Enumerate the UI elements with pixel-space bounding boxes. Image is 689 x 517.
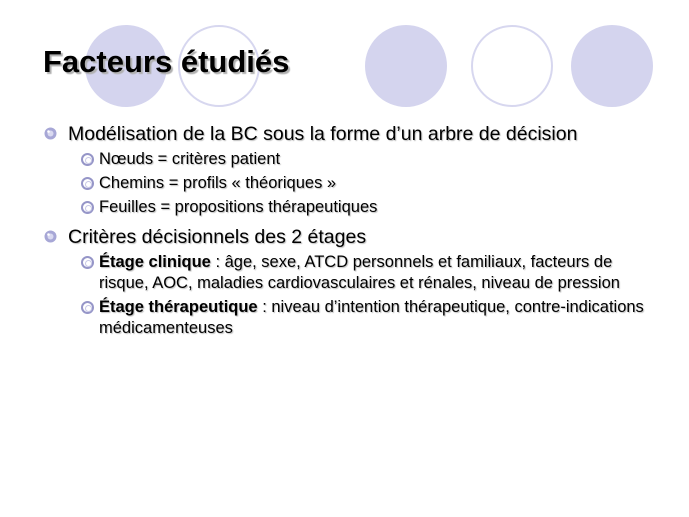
decorative-circle-5 — [571, 25, 653, 107]
bullet-level2-feuilles — [81, 197, 653, 218]
decorative-circle-3 — [365, 25, 447, 107]
bullet-bold-label: Étage clinique — [99, 253, 211, 271]
ring-bullet-icon — [81, 177, 94, 190]
decorative-circle-4 — [471, 25, 553, 107]
bullet-text: Feuilles = propositions thérapeutiques — [99, 198, 378, 216]
bullet-level2-noeuds — [81, 149, 653, 170]
bullet-text: Modélisation de la BC sous la forme d’un arbre de décision — [68, 123, 578, 145]
bullet-text: Chemins = profils « théoriques » — [99, 174, 337, 192]
bullet-level2-chemins — [81, 173, 653, 194]
ring-bullet-icon — [81, 256, 94, 269]
ring-bullet-icon — [81, 301, 94, 314]
bullet-level1-modelisation — [43, 122, 653, 146]
ring-bullet-icon — [81, 153, 94, 166]
bullet-level2-etage-therapeutique — [81, 297, 653, 339]
slide-content — [43, 122, 653, 339]
slide-title: Facteurs étudiés — [43, 44, 290, 79]
bullet-text: : âge, sexe, ATCD personnels et familiaux, facteurs de risque, AOC, maladies cardiovasculaires et rénales, niveau de pression — [99, 253, 620, 292]
sparkle-bullet-icon — [44, 230, 57, 243]
bullet-level1-criteres — [43, 225, 653, 249]
bullet-level2-etage-clinique — [81, 252, 653, 294]
bullet-bold-label: Étage thérapeutique — [99, 298, 258, 316]
bullet-text: : niveau d’intention thérapeutique, contre-indications médicamenteuses — [99, 298, 644, 337]
sparkle-bullet-icon — [44, 127, 57, 140]
bullet-text: Nœuds = critères patient — [99, 150, 281, 168]
bullet-text: Critères décisionnels des 2 étages — [68, 226, 367, 248]
ring-bullet-icon — [81, 201, 94, 214]
